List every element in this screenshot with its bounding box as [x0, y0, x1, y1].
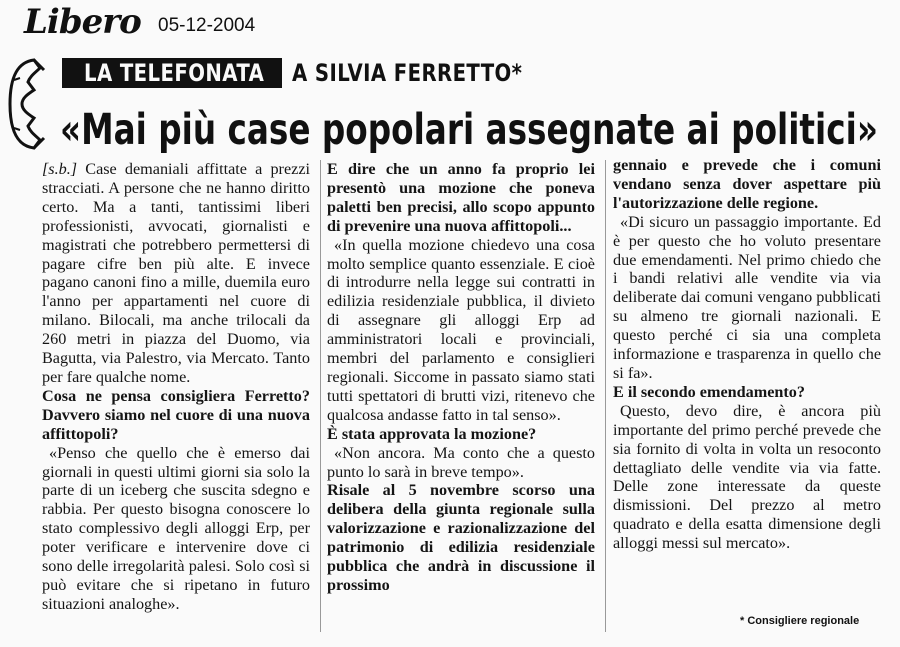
question-2: E dire che un anno fa proprio lei presentò una mozione che poneva paletti ben precisi, allo scopo appunto di prevenire una nuova affittopoli...	[327, 160, 595, 235]
interview-subject: A SILVIA FERRETTO*	[292, 59, 523, 87]
answer-3: «Non ancora. Ma conto che a questo punto lo sarà in breve tempo».	[327, 443, 595, 481]
question-4: Risale al 5 novembre scorso una delibera della giunta regionale sulla valorizzazione e razionalizzazione del patrimonio di edilizia residenziale pubblica che andrà in discussione il prossimo	[327, 481, 595, 594]
telephone-receiver-icon	[4, 56, 48, 152]
footnote: * Consigliere regionale	[740, 615, 860, 627]
rubric-label: LA TELEFONATA	[84, 59, 265, 87]
answer-4: «Di sicuro un passaggio importante. Ed è per questo che ho voluto presentare due emendamenti. Nel primo chiedo che i bandi relativi alle vendite via via deliberate dai comuni vengano pubblicati su almeno tre giornali nazionali. E questo perché ci sia una completa informazione e trasparenza in quello che si fa».	[613, 212, 881, 382]
answer-1: «Penso che quello che è emerso dai giornali in questi ultimi giorni sia solo la parte di un iceberg che suscita sdegno e rabbia. Per questo bisogna conoscere lo stato complessivo degli alloggi Erp, per poter verificare e intervenire dove ci sono delle irregolarità palesi. Solo così si può evitare che si ripetano in futuro situazioni analoghe».	[42, 443, 310, 613]
article-column-2	[327, 160, 595, 595]
article-column-1	[42, 160, 310, 614]
question-1: Cosa ne pensa consigliera Ferretto? Davvero siamo nel cuore di una nuova affittopoli?	[42, 386, 310, 443]
article-column-3	[613, 156, 881, 553]
author-byline: [s.b.]	[42, 160, 78, 178]
answer-2: «In quella mozione chiedevo una cosa molto semplice quanto essenziale. E cioè di introdurre nella legge sui contratti in edilizia residenziale pubblica, il divieto di assegnare gli alloggi Erp ad amministratori locali e provinciali, membri del parlamento e consiglieri regionali. Siccome in passato siamo stati tutti spettatori di brutti vizi, ritenevo che qualcosa andasse fatto in tal senso».	[327, 235, 595, 424]
rubric-banner	[62, 58, 282, 88]
publication-date: 05-12-2004	[158, 15, 256, 36]
column-divider	[320, 160, 321, 632]
column-divider	[605, 160, 606, 632]
question-5: E il secondo emendamento?	[613, 382, 805, 401]
question-4-continued: gennaio e prevede che i comuni vendano senza dover aspettare più l'autorizzazione delle regione.	[613, 156, 881, 212]
headline: «Mai più case popolari assegnate ai politici»	[60, 105, 878, 155]
question-3: È stata approvata la mozione?	[327, 424, 537, 443]
intro-paragraph: Case demaniali affittate a prezzi stracciati. A persone che ne hanno diritto certo. Ma a tanti, tantissimi liberi professionisti, avvocati, giornalisti e magistrati che potrebbero permettersi di pagare cifre ben più alte. E invece pagano canoni fino a mille, duemila euro l'anno per appartamenti nel cuore di milano. Bilocali, ma anche trilocali da 260 metri in piazza del Duomo, via Bagutta, via Palestro, via Mercato. Tanto per fare qualche nome.	[42, 160, 310, 386]
answer-5: Questo, devo dire, è ancora più importante del primo perché prevede che sia fornito di volta in volta un resoconto dettagliato delle vendite via via fatte. Delle zone interessate da queste dismissioni. Del prezzo al metro quadrato e della esatta dimensione degli alloggi messi sul mercato».	[613, 401, 881, 553]
newspaper-logo: Libero	[24, 2, 141, 42]
